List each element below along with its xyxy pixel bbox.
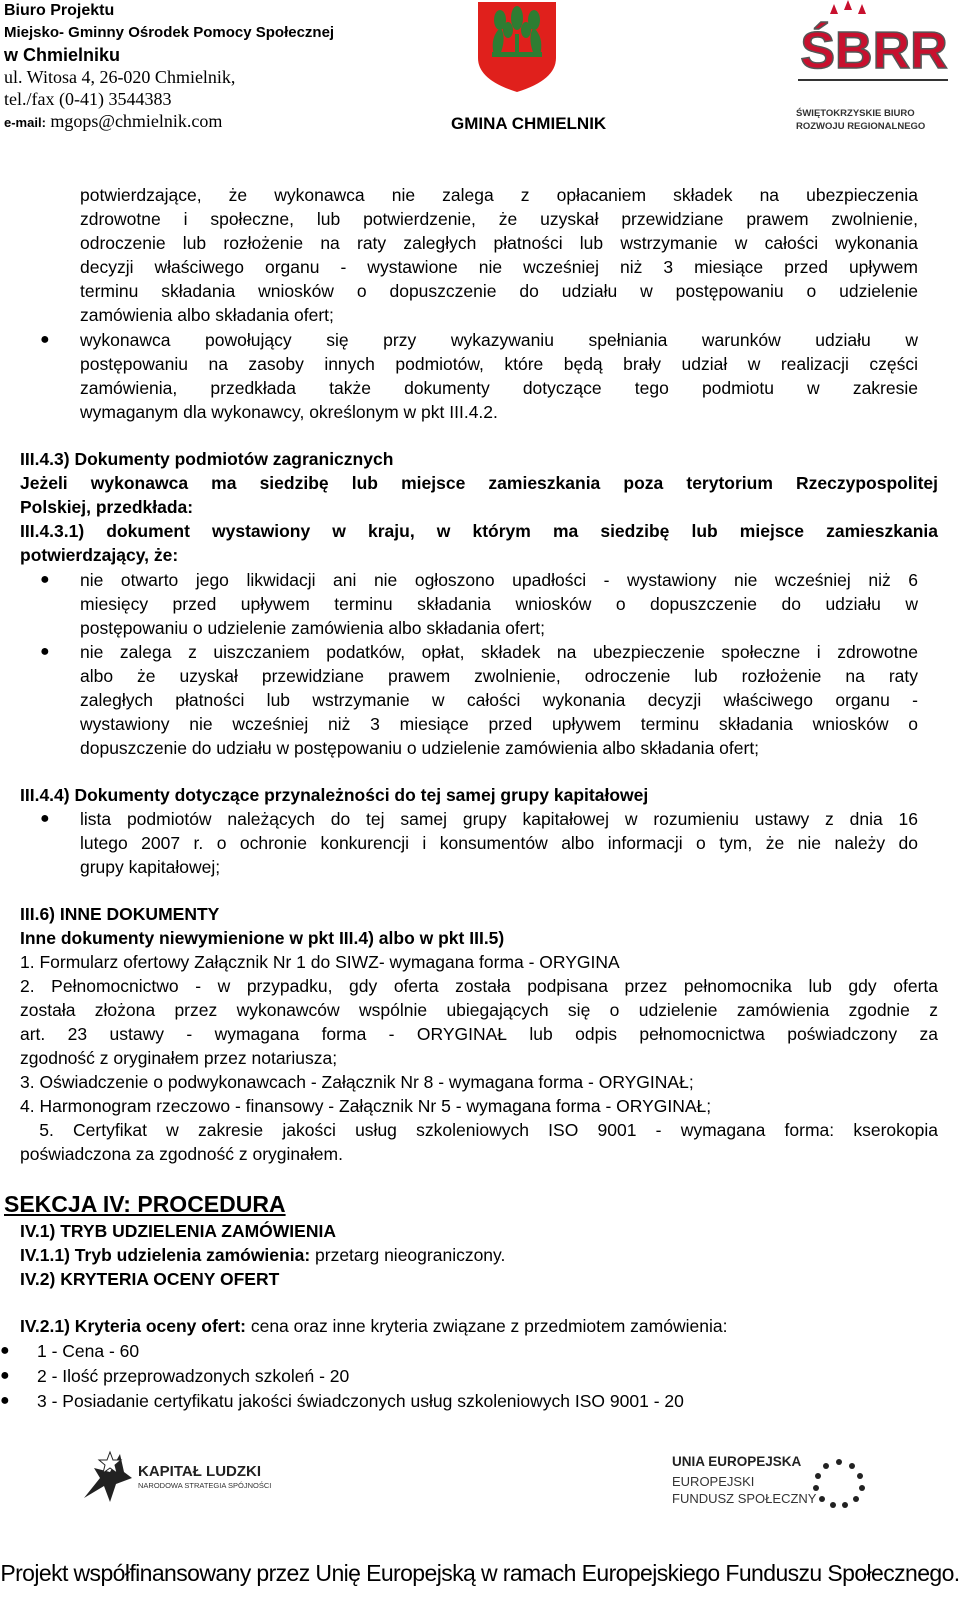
bullet-icon: ● <box>0 1392 10 1409</box>
sbrr-line-2: ROZWOJU REGIONALNEGO <box>796 121 926 132</box>
gmina-crest-icon <box>470 0 564 94</box>
heading-iii-6: III.6) INNE DOKUMENTY <box>20 904 220 924</box>
heading-iv-1: IV.1) TRYB UDZIELENIA ZAMÓWIENIA <box>20 1221 336 1241</box>
heading-iii-4-3: III.4.3) Dokumenty podmiotów zagranicznych <box>20 449 394 469</box>
doc-list-item: art. 23 ustawy - wymagana forma - ORYGINAŁ lub odpis pełnomocnictwa poświadczony za <box>20 1024 938 1044</box>
b2-line: postępowaniu o udzielenie zamówienia albo składania ofert; <box>80 618 546 638</box>
kapital-ludzki-logo <box>80 1448 290 1508</box>
header-line-1: Biuro Projektu <box>4 2 115 19</box>
ue-efs-logo <box>672 1454 872 1514</box>
b3-line: wystawiony nie wcześniej niż 3 miesiące przed upływem terminu składania wniosków o <box>80 714 918 734</box>
doc-list-item: została złożona przez wykonawców wspólnie ubiegających się o udzielenie zamówienia zgodnie z <box>20 1000 938 1020</box>
header-address <box>4 0 334 134</box>
criterion-item: 1 - Cena - 60 <box>37 1341 140 1361</box>
kl-subtitle: NARODOWA STRATEGIA SPÓJNOŚCI <box>138 1481 272 1490</box>
kapital-ludzki-icon <box>80 1448 134 1504</box>
b3-line: nie zalega z uiszczaniem podatków, opłat, składek na ubezpieczenie społeczne i zdrowotne <box>80 642 918 662</box>
h4331-line: potwierdzający, że: <box>20 545 179 565</box>
h4331-line: III.4.3.1) dokument wystawiony w kraju, w którym ma siedzibę lub miejsce zamieszkania <box>20 521 938 541</box>
iv21-label: IV.2.1) Kryteria oceny ofert: <box>20 1316 246 1336</box>
p1-line: terminu składania wniosków o dopuszczenie do udziału w postępowaniu o udzielenie <box>80 281 918 301</box>
bullet-icon: ● <box>40 810 50 827</box>
bullet-icon: ● <box>40 331 50 348</box>
header-line-4: ul. Witosa 4, 26-020 Chmielnik, <box>4 67 236 87</box>
b3-line: dopuszczenie do udziału w postępowaniu o udzielenie zamówienia albo składania ofert; <box>80 738 760 758</box>
section-iv-title: SEKCJA IV: PROCEDURA <box>4 1191 286 1217</box>
footer-note: Projekt współfinansowany przez Unię Europejską w ramach Europejskiego Funduszu Społecznego. <box>0 1560 960 1586</box>
doc-list-item: 1. Formularz ofertowy Załącznik Nr 1 do SIWZ- wymagana forma - ORYGINA <box>20 952 620 972</box>
b2-line: nie otwarto jego likwidacji ani nie ogłoszono upadłości - wystawiony nie wcześniej niż 6 <box>80 570 918 590</box>
b4-line: lista podmiotów należących do tej samej grupy kapitałowej w rozumieniu ustawy z dnia 16 <box>80 809 918 829</box>
bullet-icon: ● <box>0 1367 10 1384</box>
p1-line: decyzji właściwego organu - wystawione nie wcześniej niż 3 miesiące przed upływem <box>80 257 918 277</box>
h433-sub-line: Polskiej, przedkłada: <box>20 497 194 517</box>
doc-list-item: 2. Pełnomocnictwo - w przypadku, gdy oferta została podpisana przez pełnomocnika lub gdy oferta <box>20 976 938 996</box>
header-line-5: tel./fax (0-41) 3544383 <box>4 89 172 109</box>
iv21-value: cena oraz inne kryteria związane z przedmiotem zamówienia: <box>245 1316 728 1336</box>
b1-line: postępowaniu na zasoby innych podmiotów, które będą brały udział w realizacji części <box>80 354 918 374</box>
criterion-item: 2 - Ilość przeprowadzonych szkoleń - 20 <box>37 1366 350 1386</box>
bullet-icon: ● <box>40 571 50 588</box>
criterion-item: 3 - Posiadanie certyfikatu jakości świadczonych usług szkoleniowych ISO 9001 - 20 <box>37 1391 684 1411</box>
b2-line: miesięcy przed upływem terminu składania wniosków o dopuszczenie do udziału w <box>80 594 918 614</box>
b4-line: grupy kapitałowej; <box>80 857 221 877</box>
ue-line-3: FUNDUSZ SPOŁECZNY <box>672 1491 817 1506</box>
doc-list-item: 4. Harmonogram rzeczowo - finansowy - Załącznik Nr 5 - wymagana forma - ORYGINAŁ; <box>20 1096 712 1116</box>
heading-iii-6-sub: Inne dokumenty niewymienione w pkt III.4) albo w pkt III.5) <box>20 928 505 948</box>
p1-line: odroczenie lub rozłożenie na raty zaległych płatności lub wstrzymanie w całości wykonania <box>80 233 918 253</box>
iv11-value: przetarg nieograniczony. <box>310 1245 506 1265</box>
doc-list-item: zgodność z oryginałem przez notariusza; <box>20 1048 338 1068</box>
b3-line: albo że uzyskał przewidziane prawem zwolnienie, odroczenie lub rozłożenie na raty <box>80 666 918 686</box>
ue-line-2: EUROPEJSKI <box>672 1474 755 1489</box>
kl-title: KAPITAŁ LUDZKI <box>138 1463 262 1480</box>
b3-line: zaległych płatności lub wstrzymanie w całości wykonania decyzji właściwego organu - <box>80 690 918 710</box>
email-label: e-mail: <box>4 115 46 130</box>
eu-flag-icon <box>804 1454 874 1512</box>
p1-line: potwierdzające, że wykonawca nie zalega z opłacaniem składek na ubezpieczenia <box>80 185 918 205</box>
p1-line: zdrowotne i społeczne, lub potwierdzenie, że uzyskał przewidziane prawem zwolnienie, <box>80 209 918 229</box>
gmina-title: GMINA CHMIELNIK <box>451 114 607 133</box>
b4-line: lutego 2007 r. o ochronie konkurencji i konsumentów albo informacji o tym, że nie należy do <box>80 833 918 853</box>
p1-line: zamówienia albo składania ofert; <box>80 305 334 325</box>
heading-iii-4-4: III.4.4) Dokumenty dotyczące przynależności do tej samej grupy kapitałowej <box>20 785 649 805</box>
bullet-icon: ● <box>40 643 50 660</box>
b1-line: zamówienia, przedkłada także dokumenty dotyczące tego podmiotu w zakresie <box>80 378 918 398</box>
heading-iv-2: IV.2) KRYTERIA OCENY OFERT <box>20 1269 280 1289</box>
b1-line: wymaganym dla wykonawcy, określonym w pkt III.4.2. <box>80 402 498 422</box>
sbrr-line-1: ŚWIĘTOKRZYSKIE BIURO <box>796 108 915 119</box>
email-value: mgops@chmielnik.com <box>50 111 223 131</box>
ue-title: UNIA EUROPEJSKA <box>672 1454 802 1469</box>
h433-sub-line: Jeżeli wykonawca ma siedzibę lub miejsce zamieszkania poza terytorium Rzeczypospolitej <box>20 473 938 493</box>
b1-line: wykonawca powołujący się przy wykazywaniu spełniania warunków udziału w <box>80 330 918 350</box>
iv11-label: IV.1.1) Tryb udzielenia zamówienia: <box>20 1245 311 1265</box>
header-line-3: w Chmielniku <box>4 45 121 65</box>
doc-list-item: 5. Certyfikat w zakresie jakości usług szkoleniowych ISO 9001 - wymagana forma: kserokopia <box>20 1120 938 1140</box>
sbrr-logo-text: ŚBRR <box>800 22 948 80</box>
doc-list-item: poświadczona za zgodność z oryginałem. <box>20 1144 343 1164</box>
header-line-2: Miejsko- Gminny Ośrodek Pomocy Społecznej <box>4 24 335 41</box>
bullet-icon: ● <box>0 1342 10 1359</box>
doc-list-item: 3. Oświadczenie o podwykonawcach - Załącznik Nr 8 - wymagana forma - ORYGINAŁ; <box>20 1072 694 1092</box>
